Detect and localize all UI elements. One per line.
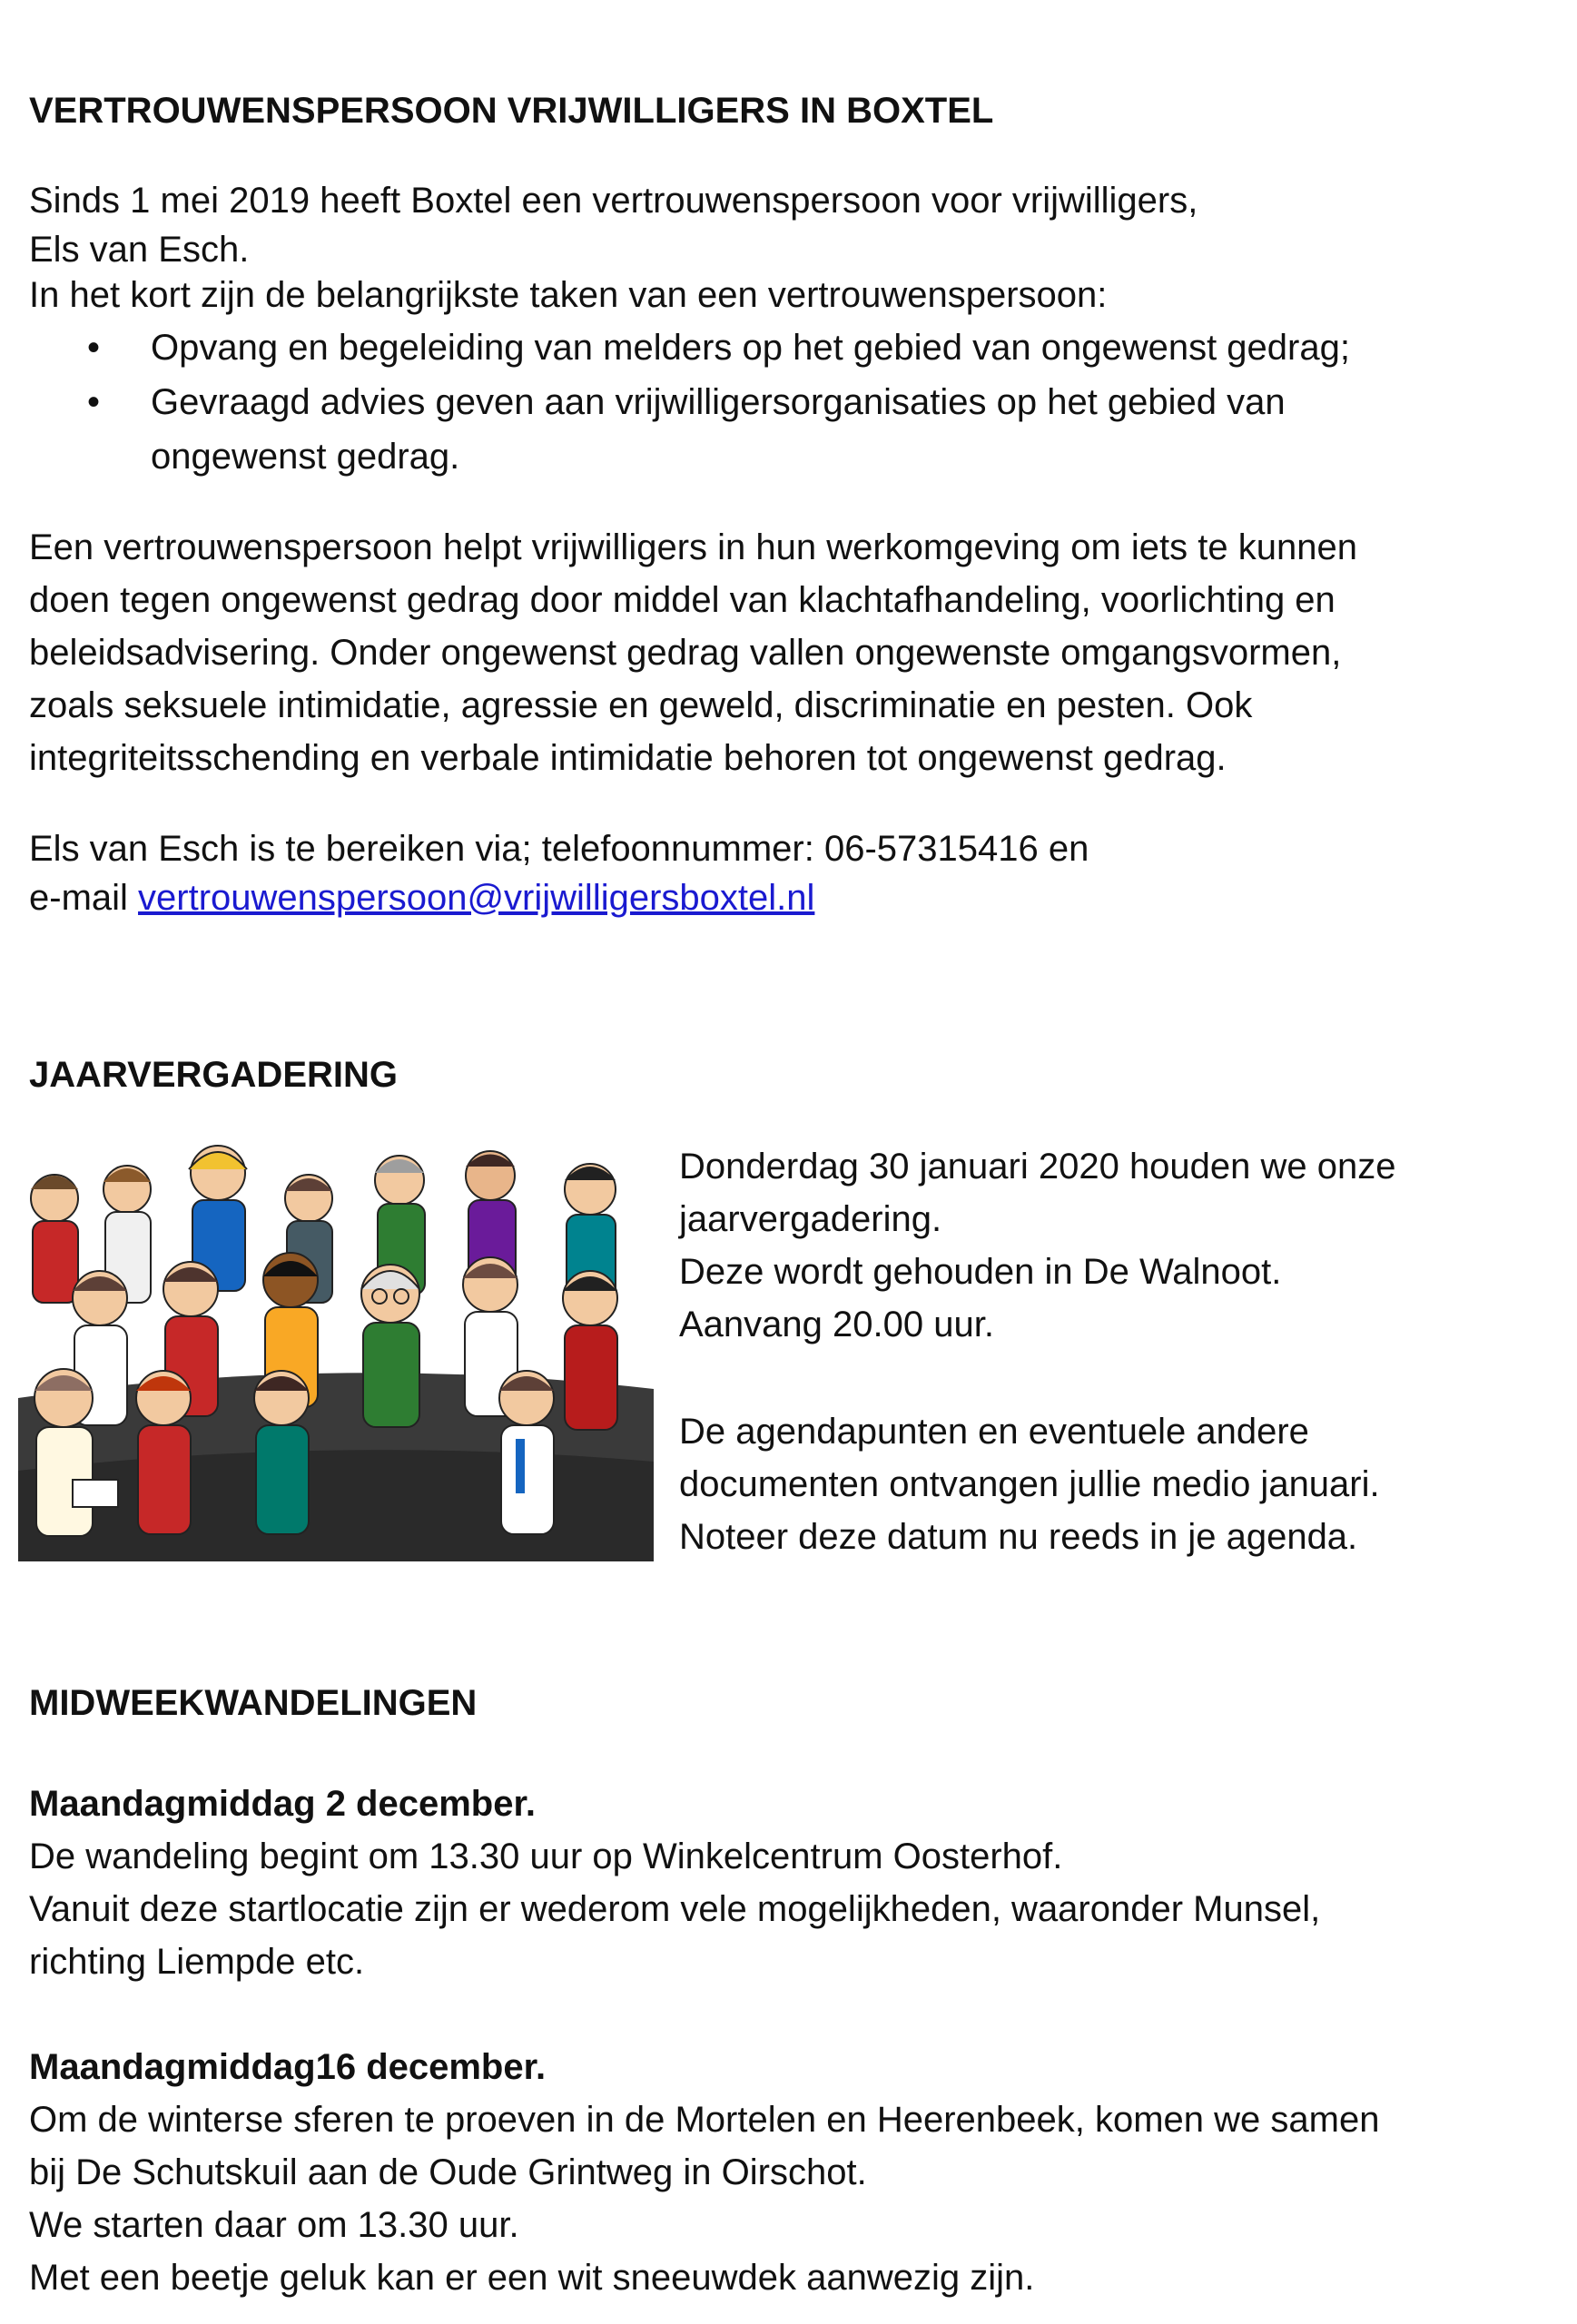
section-title-jaarvergadering: JAARVERGADERING <box>29 1055 398 1095</box>
walk-text-line: We starten daar om 13.30 uur. <box>29 2205 519 2245</box>
intro-line: In het kort zijn de belangrijkste taken van een vertrouwenspersoon: <box>29 275 1108 315</box>
contact-phone-line: Els van Esch is te bereiken via; telefoonnummer: 06-57315416 en <box>29 829 1089 869</box>
walk-text-line: Vanuit deze startlocatie zijn er wederom vele mogelijkheden, waaronder Munsel, <box>29 1889 1321 1929</box>
walk-text-line: richting Liempde etc. <box>29 1942 365 1982</box>
bullet-icon: • <box>87 328 101 368</box>
meeting-text-line: Noteer deze datum nu reeds in je agenda. <box>679 1517 1358 1557</box>
intro-line: Els van Esch. <box>29 230 250 270</box>
meeting-text-line: jaarvergadering. <box>679 1199 942 1239</box>
meeting-text-line: Aanvang 20.00 uur. <box>679 1305 994 1344</box>
paragraph-line: doen tegen ongewenst gedrag door middel van klachtafhandeling, voorlichting en <box>29 580 1336 620</box>
walk-text-line: Om de winterse sferen te proeven in de Mortelen en Heerenbeek, komen we samen <box>29 2100 1380 2140</box>
bullet-icon: • <box>87 382 101 422</box>
section-title-vertrouwenspersoon: VERTROUWENSPERSOON VRIJWILLIGERS IN BOXTEL <box>29 91 994 131</box>
meeting-text-line: Donderdag 30 januari 2020 houden we onze <box>679 1147 1396 1187</box>
email-label: e-mail <box>29 878 139 918</box>
email-link[interactable]: vertrouwenspersoon@vrijwilligersboxtel.nl <box>138 878 815 918</box>
walk-text-line: bij De Schutskuil aan de Oude Grintweg in Oirschot. <box>29 2152 867 2192</box>
meeting-text-line: De agendapunten en eventuele andere <box>679 1412 1309 1452</box>
walk-title: Maandagmiddag16 december. <box>29 2047 547 2087</box>
walk-title: Maandagmiddag 2 december. <box>29 1784 536 1824</box>
bullet-item-line: Opvang en begeleiding van melders op het gebied van ongewenst gedrag; <box>151 328 1350 368</box>
paragraph-line: Een vertrouwenspersoon helpt vrijwilligers in hun werkomgeving om iets te kunnen <box>29 527 1357 567</box>
walk-text-line: Met een beetje geluk kan er een wit sneeuwdek aanwezig zijn. <box>29 2258 1035 2298</box>
audience-cartoon <box>18 1126 654 1561</box>
section-title-midweekwandelingen: MIDWEEKWANDELINGEN <box>29 1683 478 1723</box>
bullet-item-line: Gevraagd advies geven aan vrijwilligersorganisaties op het gebied van <box>151 382 1286 422</box>
intro-line: Sinds 1 mei 2019 heeft Boxtel een vertrouwenspersoon voor vrijwilligers, <box>29 181 1198 221</box>
paragraph-line: beleidsadvisering. Onder ongewenst gedrag vallen ongewenste omgangsvormen, <box>29 633 1342 673</box>
paragraph-line: integriteitsschending en verbale intimidatie behoren tot ongewenst gedrag. <box>29 738 1227 778</box>
contact-email-line <box>29 875 814 921</box>
paragraph-line: zoals seksuele intimidatie, agressie en geweld, discriminatie en pesten. Ook <box>29 685 1253 725</box>
meeting-audience-illustration <box>18 1126 654 1561</box>
meeting-text-line: documenten ontvangen jullie medio januari. <box>679 1464 1380 1504</box>
walk-text-line: De wandeling begint om 13.30 uur op Winkelcentrum Oosterhof. <box>29 1837 1063 1876</box>
meeting-text-line: Deze wordt gehouden in De Walnoot. <box>679 1252 1282 1292</box>
bullet-item-line: ongewenst gedrag. <box>151 437 460 477</box>
